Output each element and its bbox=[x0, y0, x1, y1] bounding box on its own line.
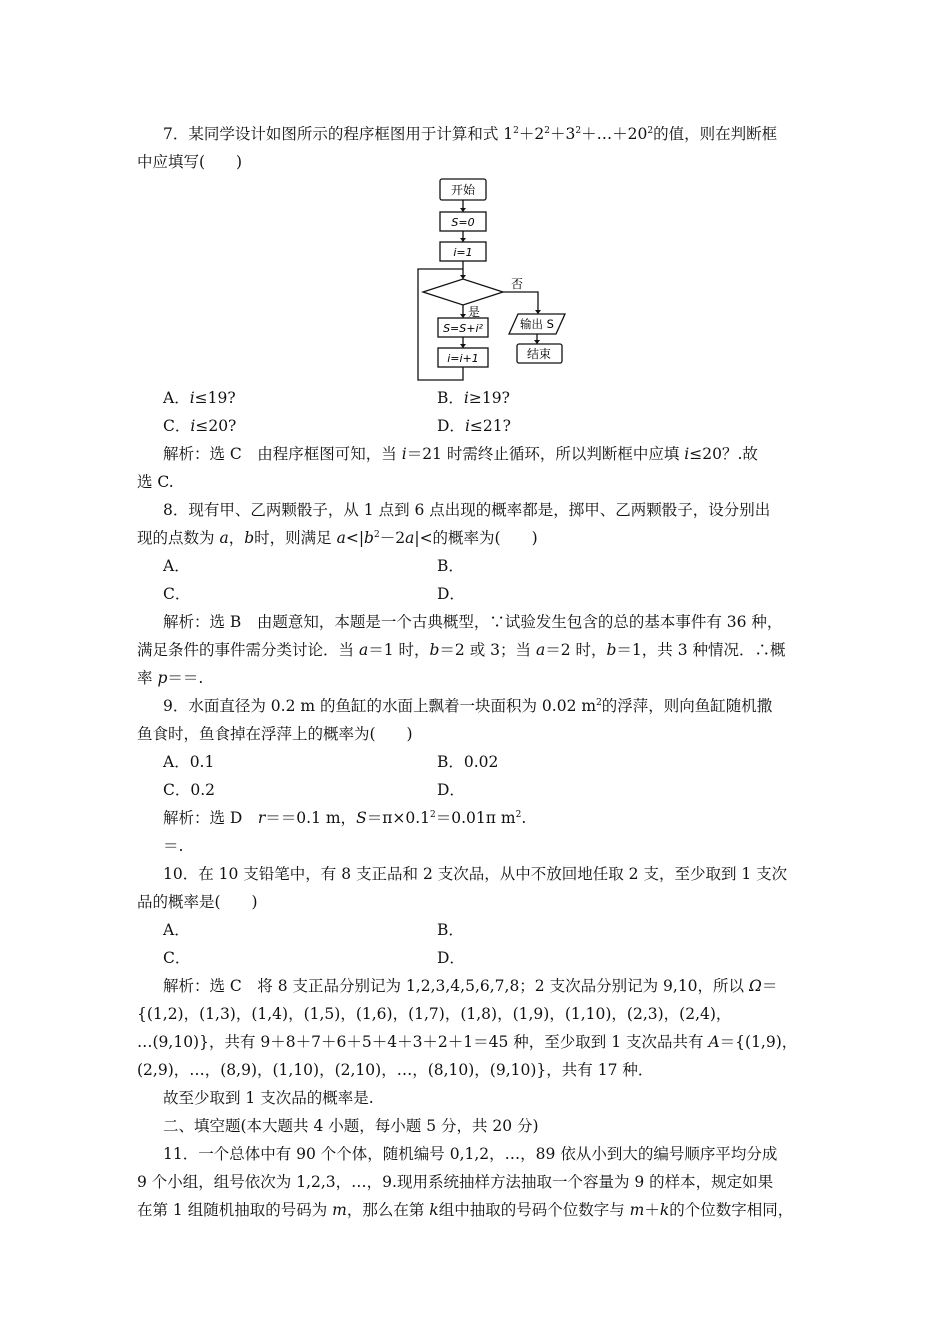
q9-line1: 9．水面直径为 0.2 m 的鱼缸的水面上飘着一块面积为 0.02 $m^2$的浮萍，则向鱼缸随机撒 bbox=[163, 697, 773, 715]
q10-line1: 10．在 10 支铅笔中，有 8 支正品和 2 支次品，从中不放回地任取 2 支，至少取到 1 支次 bbox=[163, 865, 788, 883]
q8-solution-line1: 解析：选 B 由题意知，本题是一个古典概型，∵试验发生包含的总的基本事件有 36 种， bbox=[163, 613, 783, 631]
q9-option-c: C．0.2 bbox=[163, 781, 216, 799]
q10-solution-line1: 解析：选 C 将 8 支正品分别记为 1,2,3,4,5,6,7,8；2 支次品分别记为 9,10，所以 Ω＝ bbox=[163, 977, 778, 995]
flow-s-init-label: S=0 bbox=[451, 216, 475, 229]
q8-solution-line3: 率 p＝＝. bbox=[137, 669, 204, 687]
flow-start-label: 开始 bbox=[450, 183, 476, 197]
q8-option-d: D． bbox=[437, 585, 465, 603]
q11-line2: 9 个小组，组号依次为 1,2,3，…，9.现用系统抽样方法抽取一个容量为 9 的样本，规定如果 bbox=[137, 1173, 774, 1191]
flow-yes-label: 是 bbox=[467, 305, 481, 319]
q8-option-c: C． bbox=[163, 585, 191, 603]
q9-solution-line2: ＝. bbox=[163, 837, 184, 855]
q11-line3: 在第 1 组随机抽取的号码为 m，那么在第 k组中抽取的号码个位数字与 m＋k的个位数字相同， bbox=[137, 1201, 794, 1219]
q7-option-a: A．i≤19? bbox=[163, 389, 236, 407]
flow-s-update-label: S=S+i² bbox=[443, 322, 483, 335]
q10-option-a: A． bbox=[163, 921, 190, 939]
flow-decision-diamond bbox=[423, 279, 503, 305]
flow-output-label: 输出 S bbox=[520, 317, 554, 331]
flow-i-init-label: i=1 bbox=[453, 246, 473, 259]
q9-option-a: A．0.1 bbox=[163, 753, 215, 771]
flow-end-label: 结束 bbox=[526, 347, 552, 361]
q8-solution-line2: 满足条件的事件需分类讨论．当 a＝1 时，b＝2 或 3；当 a＝2 时，b＝1，共 3 种情况．∴概 bbox=[137, 641, 786, 659]
q7-option-c: C．i≤20? bbox=[163, 417, 237, 435]
q10-solution-line5: 故至少取到 1 支次品的概率是. bbox=[163, 1089, 374, 1107]
flowchart bbox=[405, 176, 575, 388]
q7-solution-line1: 解析：选 C 由程序框图可知，当 i＝21 时需终止循环，所以判断框中应填 i≤20？.故 bbox=[163, 445, 758, 463]
q9-line2: 鱼食时，鱼食掉在浮萍上的概率为( ) bbox=[137, 725, 413, 743]
flow-i-update-label: i=i+1 bbox=[447, 352, 479, 365]
q7-line2: 中应填写( ) bbox=[137, 153, 243, 171]
q10-solution-line2: {(1,2)，(1,3)，(1,4)，(1,5)，(1,6)，(1,7)，(1,8)，(1,9)，(1,10)，(2,3)，(2,4)， bbox=[137, 1005, 732, 1023]
q10-option-d: D． bbox=[437, 949, 465, 967]
q10-line2: 品的概率是( ) bbox=[137, 893, 258, 911]
q8-line2: 现的点数为 a，b时，则满足 $a<|b^2-2a|<$的概率为( ) bbox=[137, 529, 538, 547]
q8-line1: 8．现有甲、乙两颗骰子，从 1 点到 6 点出现的概率都是，掷甲、乙两颗骰子，设分别出 bbox=[163, 501, 771, 519]
q9-option-b: B．0.02 bbox=[437, 753, 499, 771]
q9-solution-line1: 解析：选 D r＝＝0.1 m，$S=\pi\times 0.1^2=0.01\pi$ $m^2$. bbox=[163, 809, 527, 827]
q8-option-b: B． bbox=[437, 557, 464, 575]
q10-solution-line3: …(9,10)}，共有 9＋8＋7＋6＋5＋4＋3＋2＋1＝45 种，至少取到 1 支次品共有 A＝{(1,9)， bbox=[137, 1033, 798, 1051]
q7-option-b: B．i≥19? bbox=[437, 389, 510, 407]
q8-option-a: A． bbox=[163, 557, 190, 575]
q7-solution-line2: 选 C. bbox=[137, 473, 174, 491]
q10-option-c: C． bbox=[163, 949, 191, 967]
q9-option-d: D． bbox=[437, 781, 465, 799]
flow-no-label: 否 bbox=[510, 277, 524, 291]
q11-line1: 11．一个总体中有 90 个个体，随机编号 0,1,2，…，89 依从小到大的编号顺序平均分成 bbox=[163, 1145, 778, 1163]
q7-option-d: D．i≤21? bbox=[437, 417, 511, 435]
q10-option-b: B． bbox=[437, 921, 464, 939]
q10-solution-line4: (2,9)，…，(8,9)，(1,10)，(2,10)，…，(8,10)，(9,10)}，共有 17 种． bbox=[137, 1061, 654, 1079]
q7-line1: 7．某同学设计如图所示的程序框图用于计算和式 $1^2+2^2+3^2+\dots+20^2$的值，则在判断框 bbox=[163, 125, 778, 143]
section-heading: 二、填空题(本大题共 4 小题，每小题 5 分，共 20 分) bbox=[163, 1117, 539, 1135]
